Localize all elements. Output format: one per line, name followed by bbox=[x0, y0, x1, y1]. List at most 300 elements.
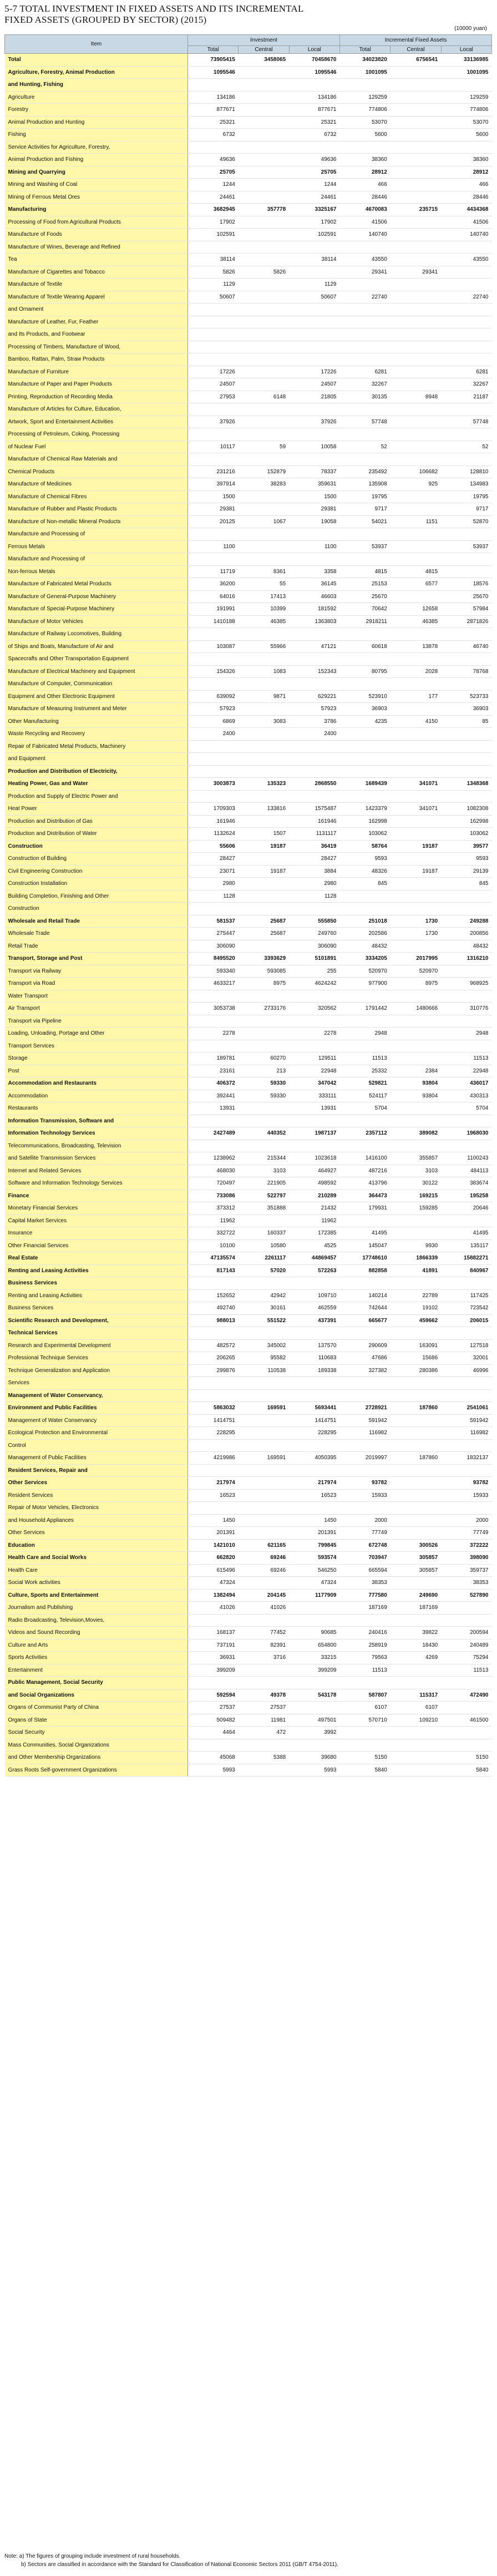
cell-incremental-local: 436017 bbox=[441, 1077, 491, 1090]
row-label: Software and Information Technology Services bbox=[5, 1177, 188, 1190]
cell-investment-total: 25321 bbox=[188, 116, 239, 129]
table-title-line-1: 5-7 TOTAL INVESTMENT IN FIXED ASSETS AND ITS INCREMENTAL bbox=[4, 3, 304, 14]
table-row bbox=[5, 1614, 492, 1627]
table-row bbox=[5, 1489, 492, 1502]
row-label: Real Estate bbox=[5, 1252, 188, 1265]
cell-investment-local bbox=[289, 1602, 339, 1615]
cell-incremental-central: 520970 bbox=[390, 965, 441, 978]
cell-incremental-local: 310776 bbox=[441, 1003, 491, 1015]
cell-incremental-local: 28912 bbox=[441, 166, 491, 179]
table-row bbox=[5, 978, 492, 990]
cell-incremental-total: 777580 bbox=[339, 1589, 390, 1602]
cell-incremental-total: 2918211 bbox=[339, 615, 390, 628]
cell-incremental-total: 3334205 bbox=[339, 953, 390, 965]
cell-investment-local: 629221 bbox=[289, 690, 339, 703]
table-row bbox=[5, 1514, 492, 1527]
cell-incremental-local bbox=[441, 1140, 491, 1152]
cell-incremental-central bbox=[390, 878, 441, 890]
cell-investment-total bbox=[188, 790, 239, 803]
table-row bbox=[5, 578, 492, 591]
cell-investment-central bbox=[239, 1214, 289, 1227]
cell-investment-central: 5388 bbox=[239, 1752, 289, 1764]
cell-incremental-local: 128810 bbox=[441, 465, 491, 478]
cell-investment-local: 17226 bbox=[289, 366, 339, 378]
row-label: Heat Power bbox=[5, 803, 188, 816]
table-row bbox=[5, 1377, 492, 1390]
cell-investment-total: 10100 bbox=[188, 1239, 239, 1252]
cell-investment-local: 57923 bbox=[289, 703, 339, 716]
cell-incremental-central bbox=[390, 740, 441, 753]
cell-incremental-central bbox=[390, 428, 441, 441]
cell-investment-local bbox=[289, 628, 339, 641]
cell-incremental-total: 9717 bbox=[339, 503, 390, 516]
row-label: Health Care and Social Works bbox=[5, 1552, 188, 1565]
cell-investment-total: 1421010 bbox=[188, 1539, 239, 1552]
row-label: Agriculture, Forestry, Animal Production bbox=[5, 66, 188, 79]
cell-investment-central bbox=[239, 1439, 289, 1452]
cell-investment-total: 1238962 bbox=[188, 1152, 239, 1165]
cell-investment-local: 333111 bbox=[289, 1090, 339, 1102]
cell-investment-central bbox=[239, 1377, 289, 1390]
cell-investment-central: 69246 bbox=[239, 1552, 289, 1565]
cell-incremental-local: 484113 bbox=[441, 1165, 491, 1177]
cell-investment-local: 399209 bbox=[289, 1664, 339, 1677]
cell-investment-central bbox=[239, 366, 289, 378]
cell-incremental-central: 1151 bbox=[390, 515, 441, 528]
cell-investment-local bbox=[289, 903, 339, 915]
cell-incremental-total: 187169 bbox=[339, 1602, 390, 1615]
row-label: Processing of Petroleum, Coking, Processing bbox=[5, 428, 188, 441]
cell-investment-central bbox=[239, 378, 289, 391]
cell-incremental-central bbox=[390, 1664, 441, 1677]
cell-incremental-central bbox=[390, 366, 441, 378]
cell-incremental-local: 383674 bbox=[441, 1177, 491, 1190]
row-label: Building Completion, Finishing and Other bbox=[5, 890, 188, 903]
cell-investment-central: 82391 bbox=[239, 1639, 289, 1652]
cell-investment-local: 46603 bbox=[289, 590, 339, 603]
row-label: and Satellite Transmission Services bbox=[5, 1152, 188, 1165]
cell-incremental-total: 466 bbox=[339, 179, 390, 191]
cell-investment-local: 129511 bbox=[289, 1052, 339, 1065]
table-row bbox=[5, 166, 492, 179]
table-header bbox=[5, 35, 492, 54]
cell-incremental-local: 15882271 bbox=[441, 1252, 491, 1265]
cell-investment-central: 25687 bbox=[239, 928, 289, 940]
cell-incremental-central: 1730 bbox=[390, 915, 441, 928]
table-row bbox=[5, 1264, 492, 1277]
table-row bbox=[5, 1077, 492, 1090]
cell-investment-total: 1128 bbox=[188, 890, 239, 903]
cell-incremental-central bbox=[390, 154, 441, 166]
cell-investment-local bbox=[289, 141, 339, 154]
row-label: Manufacture of Foods bbox=[5, 229, 188, 241]
table-row bbox=[5, 1052, 492, 1065]
cell-incremental-local bbox=[441, 1214, 491, 1227]
cell-investment-local: 152343 bbox=[289, 665, 339, 678]
cell-incremental-total bbox=[339, 353, 390, 366]
table-row bbox=[5, 116, 492, 129]
cell-incremental-local bbox=[441, 79, 491, 92]
row-label: Wholesale Trade bbox=[5, 928, 188, 940]
cell-incremental-local: 968925 bbox=[441, 978, 491, 990]
cell-investment-total: 217974 bbox=[188, 1477, 239, 1490]
cell-incremental-local bbox=[441, 141, 491, 154]
table-row bbox=[5, 615, 492, 628]
cell-investment-local: 21432 bbox=[289, 1202, 339, 1215]
cell-incremental-total: 93782 bbox=[339, 1477, 390, 1490]
cell-incremental-total bbox=[339, 628, 390, 641]
cell-incremental-total: 25670 bbox=[339, 590, 390, 603]
table-row bbox=[5, 391, 492, 403]
cell-investment-central: 55 bbox=[239, 578, 289, 591]
cell-incremental-central bbox=[390, 316, 441, 328]
cell-incremental-central bbox=[390, 765, 441, 778]
cell-incremental-local: 11513 bbox=[441, 1052, 491, 1065]
cell-incremental-total: 11513 bbox=[339, 1052, 390, 1065]
cell-investment-total: 3682945 bbox=[188, 204, 239, 216]
table-row bbox=[5, 241, 492, 254]
cell-investment-total: 11719 bbox=[188, 565, 239, 578]
cell-incremental-local: 723542 bbox=[441, 1302, 491, 1315]
cell-investment-central: 11981 bbox=[239, 1714, 289, 1727]
cell-investment-local: 137570 bbox=[289, 1339, 339, 1352]
table-row bbox=[5, 1527, 492, 1540]
cell-incremental-local: 75294 bbox=[441, 1652, 491, 1664]
cell-incremental-total: 19795 bbox=[339, 490, 390, 503]
cell-incremental-local bbox=[441, 653, 491, 666]
cell-incremental-local: 33136985 bbox=[441, 54, 491, 67]
cell-investment-local bbox=[289, 790, 339, 803]
cell-investment-central bbox=[239, 1015, 289, 1028]
row-label: Capital Market Services bbox=[5, 1214, 188, 1227]
cell-incremental-total bbox=[339, 1140, 390, 1152]
cell-investment-central bbox=[239, 1677, 289, 1689]
cell-investment-central: 110538 bbox=[239, 1364, 289, 1377]
cell-investment-total bbox=[188, 1464, 239, 1477]
cell-incremental-total: 258919 bbox=[339, 1639, 390, 1652]
table-row bbox=[5, 590, 492, 603]
cell-incremental-total: 48326 bbox=[339, 865, 390, 878]
cell-incremental-central bbox=[390, 453, 441, 466]
cell-investment-local bbox=[289, 1389, 339, 1402]
cell-investment-local: 572263 bbox=[289, 1264, 339, 1277]
cell-investment-local: 19058 bbox=[289, 515, 339, 528]
cell-investment-central bbox=[239, 703, 289, 716]
cell-investment-central bbox=[239, 790, 289, 803]
row-label: Artwork, Sport and Entertainment Activities bbox=[5, 416, 188, 428]
cell-investment-local: 255 bbox=[289, 965, 339, 978]
cell-incremental-central bbox=[390, 166, 441, 179]
cell-investment-local: 16523 bbox=[289, 1489, 339, 1502]
cell-incremental-total: 570710 bbox=[339, 1714, 390, 1727]
cell-incremental-local bbox=[441, 790, 491, 803]
cell-investment-central: 57020 bbox=[239, 1264, 289, 1277]
cell-investment-local: 172385 bbox=[289, 1227, 339, 1240]
cell-investment-central: 19187 bbox=[239, 865, 289, 878]
cell-investment-total: 733086 bbox=[188, 1190, 239, 1202]
cell-incremental-total: 2019997 bbox=[339, 1452, 390, 1465]
row-label: Post bbox=[5, 1065, 188, 1077]
cell-investment-total bbox=[188, 1377, 239, 1390]
cell-incremental-local: 57984 bbox=[441, 603, 491, 616]
cell-investment-total: 168137 bbox=[188, 1627, 239, 1639]
cell-incremental-central: 13878 bbox=[390, 640, 441, 653]
cell-investment-total: 5863032 bbox=[188, 1402, 239, 1415]
cell-incremental-total bbox=[339, 1277, 390, 1290]
row-label: Sports Activities bbox=[5, 1652, 188, 1664]
cell-investment-central bbox=[239, 878, 289, 890]
cell-incremental-local: 53070 bbox=[441, 116, 491, 129]
row-label: Manufacture of Measuring Instrument and Meter bbox=[5, 703, 188, 716]
cell-investment-local: 5101891 bbox=[289, 953, 339, 965]
cell-investment-total: 593340 bbox=[188, 965, 239, 978]
cell-incremental-local: 5600 bbox=[441, 129, 491, 141]
cell-investment-local: 38114 bbox=[289, 254, 339, 266]
cell-investment-central bbox=[239, 154, 289, 166]
cell-incremental-central: 280386 bbox=[390, 1364, 441, 1377]
cell-incremental-local bbox=[441, 753, 491, 766]
table-row bbox=[5, 1177, 492, 1190]
cell-incremental-central: 159285 bbox=[390, 1202, 441, 1215]
cell-investment-local: 28427 bbox=[289, 853, 339, 866]
cell-investment-local: 498592 bbox=[289, 1177, 339, 1190]
cell-incremental-total: 364473 bbox=[339, 1190, 390, 1202]
cell-investment-total: 2427489 bbox=[188, 1127, 239, 1140]
cell-incremental-total: 327382 bbox=[339, 1364, 390, 1377]
cell-incremental-local bbox=[441, 303, 491, 316]
cell-incremental-total: 5704 bbox=[339, 1102, 390, 1115]
cell-incremental-total: 202586 bbox=[339, 928, 390, 940]
cell-incremental-central: 3103 bbox=[390, 1165, 441, 1177]
cell-investment-central bbox=[239, 678, 289, 691]
cell-investment-central: 3103 bbox=[239, 1165, 289, 1177]
cell-incremental-central: 389082 bbox=[390, 1127, 441, 1140]
cell-incremental-total bbox=[339, 1377, 390, 1390]
cell-investment-central bbox=[239, 79, 289, 92]
cell-investment-total: 1450 bbox=[188, 1514, 239, 1527]
cell-investment-total: 201391 bbox=[188, 1527, 239, 1540]
cell-incremental-local: 200856 bbox=[441, 928, 491, 940]
cell-incremental-central: 305857 bbox=[390, 1564, 441, 1577]
cell-incremental-local: 39577 bbox=[441, 840, 491, 853]
cell-incremental-central: 187860 bbox=[390, 1452, 441, 1465]
cell-incremental-central: 2017995 bbox=[390, 953, 441, 965]
cell-investment-central: 59330 bbox=[239, 1090, 289, 1102]
cell-incremental-local: 29139 bbox=[441, 865, 491, 878]
cell-incremental-total: 34023820 bbox=[339, 54, 390, 67]
cell-investment-central: 8975 bbox=[239, 978, 289, 990]
cell-investment-local: 39680 bbox=[289, 1752, 339, 1764]
cell-incremental-central bbox=[390, 790, 441, 803]
cell-incremental-local: 22740 bbox=[441, 291, 491, 303]
table-row bbox=[5, 341, 492, 353]
cell-incremental-total: 129259 bbox=[339, 91, 390, 104]
cell-investment-total: 11962 bbox=[188, 1214, 239, 1227]
cell-investment-local: 1500 bbox=[289, 490, 339, 503]
table-row bbox=[5, 1015, 492, 1028]
cell-incremental-central bbox=[390, 353, 441, 366]
cell-incremental-total: 140214 bbox=[339, 1289, 390, 1302]
row-label: Resident Services, Repair and bbox=[5, 1464, 188, 1477]
cell-incremental-total: 140740 bbox=[339, 229, 390, 241]
table-row bbox=[5, 478, 492, 491]
cell-investment-total bbox=[188, 1739, 239, 1752]
cell-investment-local: 320562 bbox=[289, 1003, 339, 1015]
cell-incremental-local bbox=[441, 1502, 491, 1515]
cell-incremental-central: 4269 bbox=[390, 1652, 441, 1664]
row-label: Other Manufacturing bbox=[5, 715, 188, 728]
table-row bbox=[5, 828, 492, 841]
table-row bbox=[5, 453, 492, 466]
cell-investment-total: 1709303 bbox=[188, 803, 239, 816]
row-label: Accommodation bbox=[5, 1090, 188, 1102]
table-row bbox=[5, 928, 492, 940]
cell-incremental-total: 5600 bbox=[339, 129, 390, 141]
cell-investment-central: 38283 bbox=[239, 478, 289, 491]
row-label: Manufacture of Motor Vehicles bbox=[5, 615, 188, 628]
cell-incremental-local: 135117 bbox=[441, 1239, 491, 1252]
cell-incremental-local bbox=[441, 241, 491, 254]
row-label: Information Technology Services bbox=[5, 1127, 188, 1140]
cell-incremental-central bbox=[390, 1227, 441, 1240]
row-label: Information Transmission, Software and bbox=[5, 1115, 188, 1127]
cell-incremental-central: 12658 bbox=[390, 603, 441, 616]
table-row bbox=[5, 366, 492, 378]
table-row bbox=[5, 216, 492, 229]
cell-investment-local: 78337 bbox=[289, 465, 339, 478]
header-investment-total: Total bbox=[188, 46, 239, 54]
cell-investment-total bbox=[188, 316, 239, 328]
cell-incremental-total: 5150 bbox=[339, 1752, 390, 1764]
cell-investment-local: 1128 bbox=[289, 890, 339, 903]
cell-incremental-central: 355857 bbox=[390, 1152, 441, 1165]
cell-incremental-local: 85 bbox=[441, 715, 491, 728]
row-label: of Ships and Boats, Manufacture of Air and bbox=[5, 640, 188, 653]
row-label: Construction bbox=[5, 840, 188, 853]
cell-incremental-local: 206015 bbox=[441, 1314, 491, 1327]
cell-incremental-central: 15686 bbox=[390, 1352, 441, 1365]
cell-investment-total: 55606 bbox=[188, 840, 239, 853]
cell-incremental-local: 53937 bbox=[441, 540, 491, 553]
cell-investment-total: 2980 bbox=[188, 878, 239, 890]
cell-incremental-central bbox=[390, 416, 441, 428]
row-label: of Nuclear Fuel bbox=[5, 441, 188, 453]
table-row bbox=[5, 66, 492, 79]
cell-investment-total: 27953 bbox=[188, 391, 239, 403]
cell-investment-local: 546250 bbox=[289, 1564, 339, 1577]
cell-investment-central: 5826 bbox=[239, 266, 289, 279]
cell-incremental-local: 5150 bbox=[441, 1752, 491, 1764]
table-row bbox=[5, 179, 492, 191]
cell-incremental-total: 6107 bbox=[339, 1702, 390, 1714]
cell-investment-local: 50607 bbox=[289, 291, 339, 303]
cell-incremental-local bbox=[441, 628, 491, 641]
cell-incremental-total: 41495 bbox=[339, 1227, 390, 1240]
cell-investment-total: 492740 bbox=[188, 1302, 239, 1315]
row-label: Entertainment bbox=[5, 1664, 188, 1677]
cell-investment-local: 4624242 bbox=[289, 978, 339, 990]
table-row bbox=[5, 254, 492, 266]
cell-investment-local: 543178 bbox=[289, 1689, 339, 1702]
cell-incremental-local bbox=[441, 1739, 491, 1752]
cell-investment-central bbox=[239, 1502, 289, 1515]
row-label: Accommodation and Restaurants bbox=[5, 1077, 188, 1090]
table-row bbox=[5, 1702, 492, 1714]
row-label: Management of Water Conservancy bbox=[5, 1414, 188, 1427]
row-label: Manufacture of Non-metallic Mineral Products bbox=[5, 515, 188, 528]
table-row bbox=[5, 1564, 492, 1577]
cell-incremental-local: 6281 bbox=[441, 366, 491, 378]
cell-incremental-local: 249288 bbox=[441, 915, 491, 928]
cell-investment-central: 357778 bbox=[239, 204, 289, 216]
cell-investment-local: 347042 bbox=[289, 1077, 339, 1090]
cell-investment-total: 399209 bbox=[188, 1664, 239, 1677]
cell-investment-central bbox=[239, 528, 289, 541]
cell-incremental-local: 52 bbox=[441, 441, 491, 453]
cell-investment-local bbox=[289, 266, 339, 279]
cell-investment-total: 332722 bbox=[188, 1227, 239, 1240]
cell-investment-central bbox=[239, 1489, 289, 1502]
cell-incremental-central: 925 bbox=[390, 478, 441, 491]
cell-incremental-local bbox=[441, 553, 491, 566]
cell-incremental-central: 177 bbox=[390, 690, 441, 703]
cell-incremental-local: 430313 bbox=[441, 1090, 491, 1102]
cell-investment-local: 47121 bbox=[289, 640, 339, 653]
table-row bbox=[5, 353, 492, 366]
table-row bbox=[5, 890, 492, 903]
table-row bbox=[5, 1627, 492, 1639]
cell-investment-local: 1363803 bbox=[289, 615, 339, 628]
cell-investment-central bbox=[239, 1277, 289, 1290]
cell-investment-local: 49636 bbox=[289, 154, 339, 166]
cell-investment-central bbox=[239, 66, 289, 79]
cell-investment-local: 24507 bbox=[289, 378, 339, 391]
cell-investment-central: 152879 bbox=[239, 465, 289, 478]
row-label: Social Work activities bbox=[5, 1577, 188, 1590]
cell-investment-central: 440352 bbox=[239, 1127, 289, 1140]
row-label: and Hunting, Fishing bbox=[5, 79, 188, 92]
cell-incremental-local bbox=[441, 1115, 491, 1127]
cell-incremental-central bbox=[390, 1764, 441, 1777]
cell-investment-local bbox=[289, 428, 339, 441]
row-label: Transport via Road bbox=[5, 978, 188, 990]
row-label: Production and Supply of Electric Power and bbox=[5, 790, 188, 803]
cell-incremental-central: 39822 bbox=[390, 1627, 441, 1639]
cell-investment-total bbox=[188, 753, 239, 766]
cell-investment-total: 47324 bbox=[188, 1577, 239, 1590]
cell-incremental-total: 523910 bbox=[339, 690, 390, 703]
cell-incremental-local bbox=[441, 528, 491, 541]
cell-investment-central bbox=[239, 753, 289, 766]
cell-investment-total: 397914 bbox=[188, 478, 239, 491]
row-label: Manufacture of Wines, Beverage and Refined bbox=[5, 241, 188, 254]
table-row bbox=[5, 328, 492, 341]
cell-investment-total: 5826 bbox=[188, 266, 239, 279]
row-label: Transport via Pipeline bbox=[5, 1015, 188, 1028]
table-row bbox=[5, 1227, 492, 1240]
cell-incremental-total: 742644 bbox=[339, 1302, 390, 1315]
row-label: Education bbox=[5, 1539, 188, 1552]
cell-investment-local: 217974 bbox=[289, 1477, 339, 1490]
cell-investment-local: 306090 bbox=[289, 940, 339, 953]
cell-incremental-central: 235715 bbox=[390, 204, 441, 216]
table-row bbox=[5, 728, 492, 741]
cell-incremental-local bbox=[441, 740, 491, 753]
cell-incremental-central: 2384 bbox=[390, 1065, 441, 1077]
row-label: Service Activities for Agriculture, Forestry, bbox=[5, 141, 188, 154]
cell-incremental-total: 591942 bbox=[339, 1414, 390, 1427]
cell-investment-central: 27537 bbox=[239, 1702, 289, 1714]
